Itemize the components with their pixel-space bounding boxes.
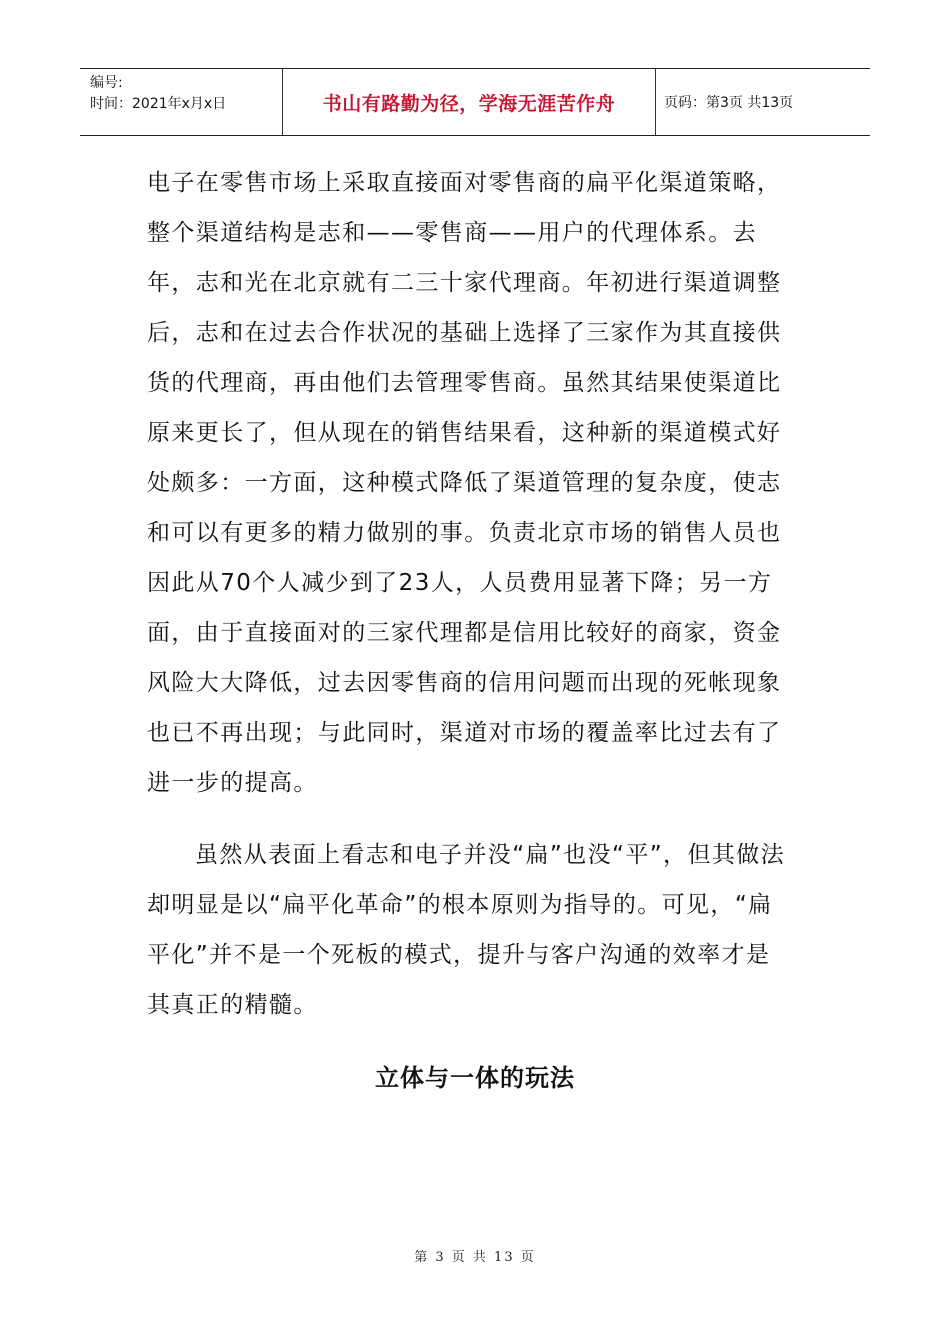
- header-page-info: 页码：第3页 共13页: [664, 95, 794, 111]
- header-meta-cell: [80, 69, 283, 135]
- date-label: 时间：2021年x月x日: [90, 96, 227, 112]
- header-motto: 书山有路勤为径，学海无涯苦作舟: [322, 92, 616, 115]
- header-page-cell: [656, 69, 870, 135]
- page-footer: 第 3 页 共 13 页: [414, 1250, 536, 1265]
- header-motto-cell: [283, 69, 656, 135]
- body-paragraph-1: 电子在零售市场上采取直接面对零售商的扁平化渠道策略，整个渠道结构是志和——零售商——用户的代理体系。去年，志和光在北京就有二三十家代理商。年初进行渠道调整后，志和在过去合作状况的基础上选择了三家作为其直接供货的代理商，再由他们去管理零售商。虽然其结果使渠道比原来更长了，但从现在的销售结果看，这种新的渠道模式好处颇多：一方面，这种模式降低了渠道管理的复杂度，使志和可以有更多的精力做别的事。负责北京市场的销售人员也因此从70个人减少到了23人，人员费用显著下降；另一方面，由于直接面对的三家代理都是信用比较好的商家，资金风险大大降低，过去因零售商的信用问题而出现的死帐现象也已不再出现；与此同时，渠道对市场的覆盖率比过去有了进一步的提高。: [147, 170, 782, 796]
- serial-number-label: 编号:: [90, 75, 123, 91]
- body-paragraph-2: 虽然从表面上看志和电子并没“扁”也没“平”，但其做法却明显是以“扁平化革命”的根本原则为指导的。可见，“扁平化”并不是一个死板的模式，提升与客户沟通的效率才是其真正的精髓。: [147, 842, 786, 1018]
- section-heading: 立体与一体的玩法: [375, 1064, 575, 1092]
- document-header: [80, 68, 870, 136]
